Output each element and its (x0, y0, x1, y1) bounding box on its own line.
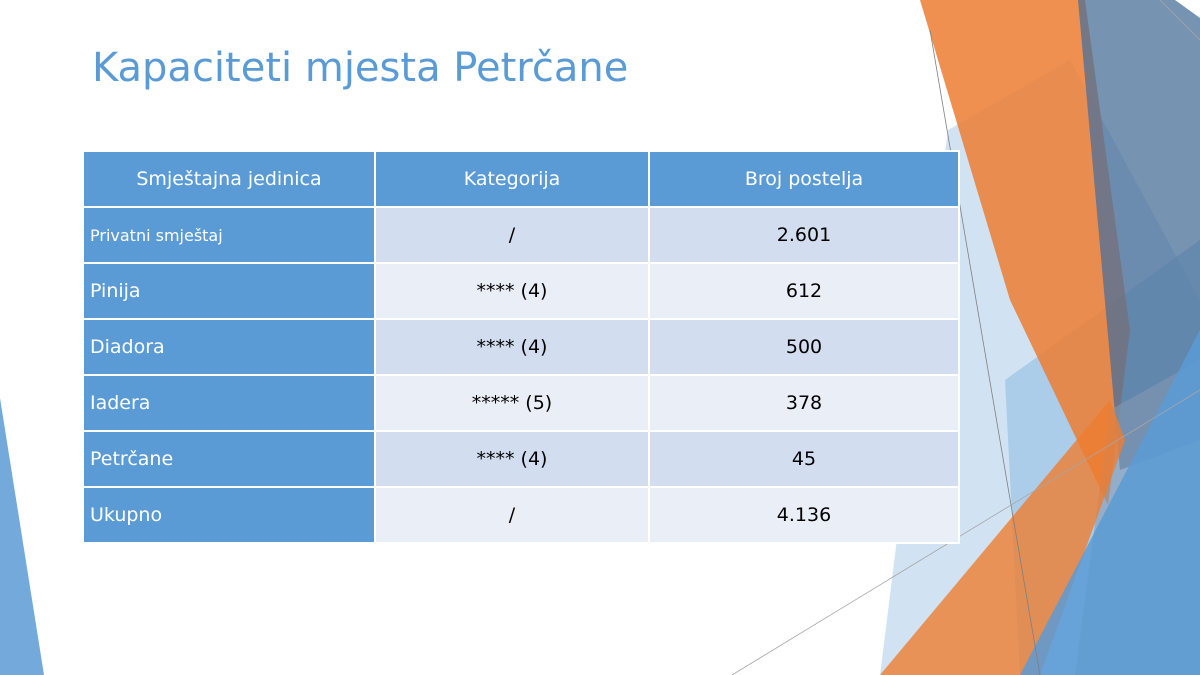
column-header-beds: Broj postelja (649, 151, 959, 207)
table-row-total (83, 487, 959, 543)
category-cell: / (375, 207, 649, 263)
row-label: Petrčane (83, 431, 375, 487)
row-label: Iadera (83, 375, 375, 431)
slide-title: Kapaciteti mjesta Petrčane (92, 45, 629, 91)
beds-cell: 45 (649, 431, 959, 487)
category-cell: **** (4) (375, 263, 649, 319)
beds-cell: 612 (649, 263, 959, 319)
beds-cell: 500 (649, 319, 959, 375)
beds-cell: 378 (649, 375, 959, 431)
column-header-category: Kategorija (375, 151, 649, 207)
category-cell: ***** (5) (375, 375, 649, 431)
table-row (83, 319, 959, 375)
column-header-unit: Smještajna jedinica (83, 151, 375, 207)
table-row (83, 207, 959, 263)
table-header-row (83, 151, 959, 207)
row-label: Diadora (83, 319, 375, 375)
beds-cell: 4.136 (649, 487, 959, 543)
row-label: Privatni smještaj (83, 207, 375, 263)
beds-cell: 2.601 (649, 207, 959, 263)
left-blue-sliver (0, 398, 44, 675)
row-label: Pinija (83, 263, 375, 319)
category-cell: **** (4) (375, 319, 649, 375)
category-cell: / (375, 487, 649, 543)
capacity-table (82, 150, 960, 544)
table-row (83, 263, 959, 319)
row-label: Ukupno (83, 487, 375, 543)
table-row (83, 375, 959, 431)
category-cell: **** (4) (375, 431, 649, 487)
table-row (83, 431, 959, 487)
